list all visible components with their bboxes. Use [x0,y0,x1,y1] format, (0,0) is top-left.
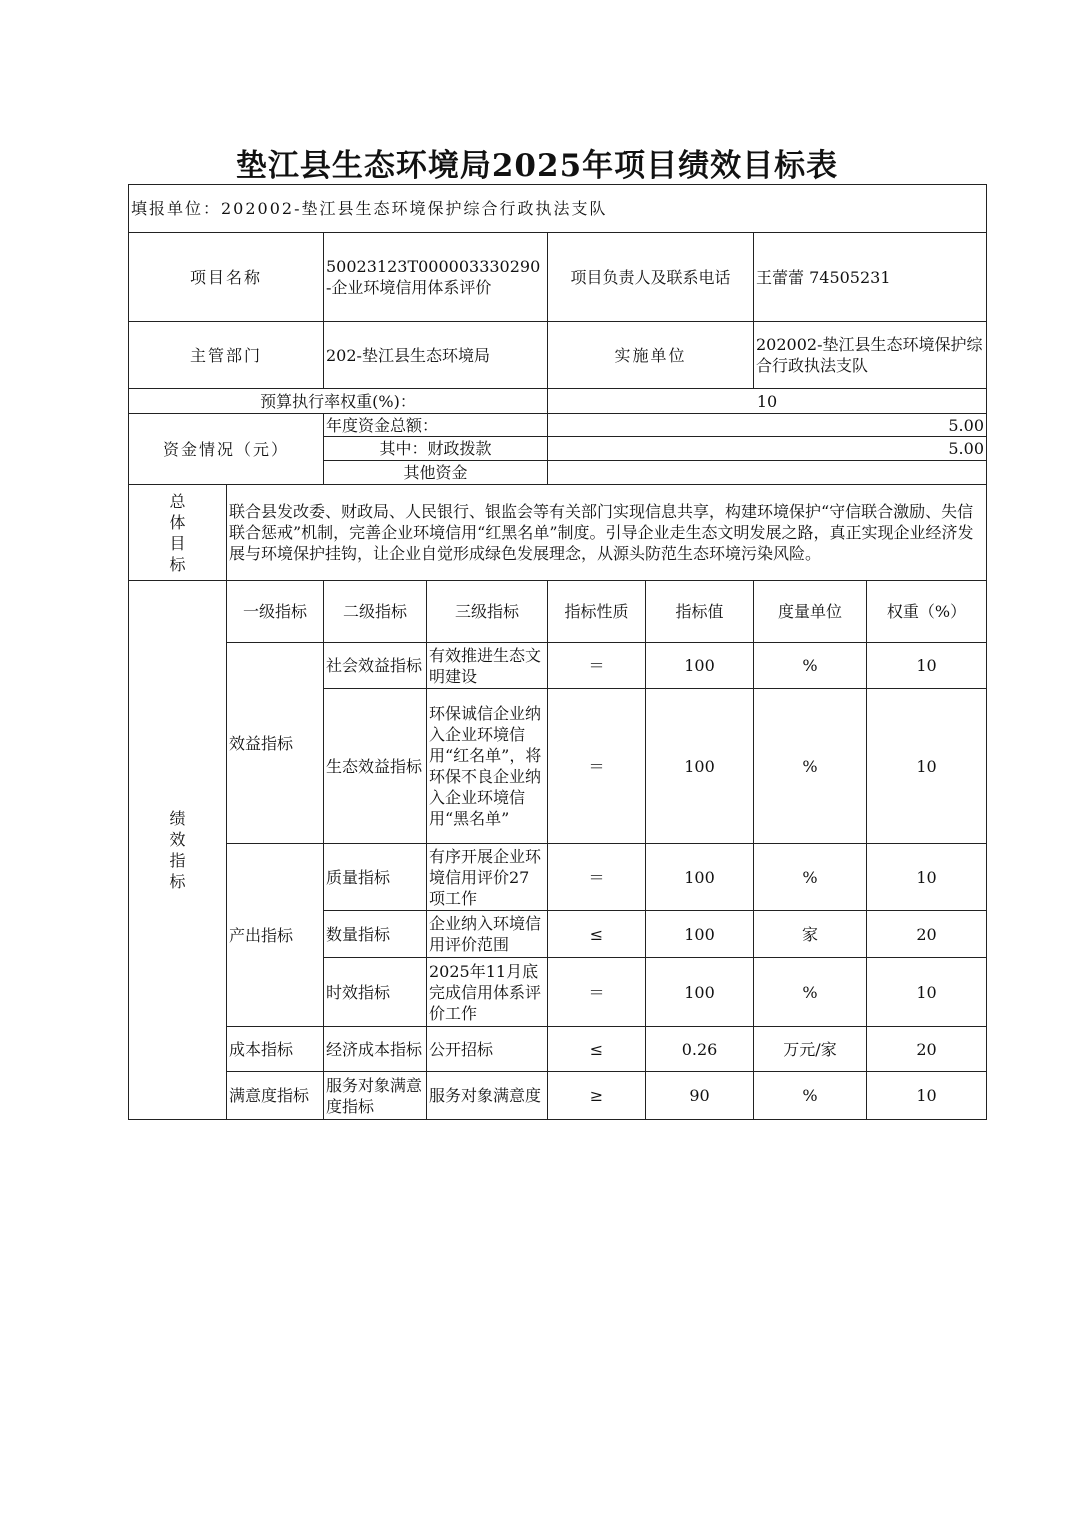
nature-cell: ＝ [548,844,646,911]
fiscal-funds-label: 其中：财政拨款 [324,437,548,461]
table-row [129,844,987,911]
overall-goal-text: 联合县发改委、财政局、人民银行、银监会等有关部门实现信息共享，构建环境保护“守信联合激励、失信联合惩戒”机制，完善企业环境信用“红黑名单”制度。引导企业走生态文明发展之路，真正实现企业经济发展与环境保护挂钩，让企业自觉形成绿色发展理念，从源头防范生态环境污染风险。 [227,485,987,581]
unit-cell: % [754,643,867,689]
level1-satisfaction: 满意度指标 [227,1072,324,1120]
header-level3: 三级指标 [427,581,548,643]
unit-cell: % [754,844,867,911]
weight-cell: 20 [867,1027,987,1072]
weight-cell: 10 [867,958,987,1027]
value-cell: 100 [646,844,754,911]
nature-cell: ＝ [548,958,646,1027]
table-row [129,1072,987,1120]
level2-cell: 社会效益指标 [324,643,427,689]
nature-cell: ≥ [548,1072,646,1120]
header-level1: 一级指标 [227,581,324,643]
dept-value: 202-垫江县生态环境局 [324,322,548,389]
value-cell: 100 [646,643,754,689]
table-row [129,643,987,689]
other-funds-value [548,461,987,485]
level3-cell: 有效推进生态文明建设 [427,643,548,689]
budget-rate-label: 预算执行率权重(%)： [129,389,548,414]
unit-cell: 家 [754,911,867,958]
level3-cell: 有序开展企业环境信用评价27项工作 [427,844,548,911]
performance-form-table [128,184,987,1120]
page-title: 垫江县生态环境局2025年项目绩效目标表 [235,148,839,184]
value-cell: 100 [646,689,754,844]
level2-cell: 生态效益指标 [324,689,427,844]
project-name-value: 50023123T000003330290-企业环境信用体系评价 [324,233,548,322]
weight-cell: 10 [867,844,987,911]
impl-unit-label: 实施单位 [548,322,754,389]
table-row [129,1027,987,1072]
level3-cell: 公开招标 [427,1027,548,1072]
unit-cell: 万元/家 [754,1027,867,1072]
header-value: 指标值 [646,581,754,643]
project-name-label: 项目名称 [129,233,324,322]
annual-funds-label: 年度资金总额： [324,414,548,437]
nature-cell: ＝ [548,643,646,689]
unit-cell: % [754,1072,867,1120]
weight-cell: 20 [867,911,987,958]
value-cell: 90 [646,1072,754,1120]
level3-cell: 2025年11月底完成信用体系评价工作 [427,958,548,1027]
weight-cell: 10 [867,643,987,689]
weight-cell: 10 [867,1072,987,1120]
level1-output: 产出指标 [227,844,324,1027]
dept-label: 主管部门 [129,322,324,389]
other-funds-label: 其他资金 [324,461,548,485]
level2-cell: 数量指标 [324,911,427,958]
header-level2: 二级指标 [324,581,427,643]
level2-cell: 经济成本指标 [324,1027,427,1072]
unit-cell: % [754,958,867,1027]
level2-cell: 时效指标 [324,958,427,1027]
impl-unit-value: 202002-垫江县生态环境保护综合行政执法支队 [754,322,987,389]
header-nature: 指标性质 [548,581,646,643]
unit-cell: % [754,689,867,844]
level2-cell: 服务对象满意度指标 [324,1072,427,1120]
level3-cell: 企业纳入环境信用评价范围 [427,911,548,958]
value-cell: 100 [646,911,754,958]
funds-label: 资金情况（元） [129,414,324,485]
header-weight: 权重（%） [867,581,987,643]
overall-goal-label: 总 体 目 标 [129,485,227,581]
budget-rate-value: 10 [548,389,987,414]
level3-cell: 服务对象满意度 [427,1072,548,1120]
value-cell: 0.26 [646,1027,754,1072]
performance-indicators-label: 绩 效 指 标 [129,581,227,1120]
nature-cell: ＝ [548,689,646,844]
project-owner-value: 王蕾蕾 74505231 [754,233,987,322]
level2-cell: 质量指标 [324,844,427,911]
header-unit: 度量单位 [754,581,867,643]
weight-cell: 10 [867,689,987,844]
level1-benefit: 效益指标 [227,643,324,844]
nature-cell: ≤ [548,911,646,958]
level3-cell: 环保诚信企业纳入企业环境信用“红名单”，将环保不良企业纳入企业环境信用“黑名单” [427,689,548,844]
project-owner-label: 项目负责人及联系电话 [548,233,754,322]
annual-funds-value: 5.00 [548,414,987,437]
value-cell: 100 [646,958,754,1027]
level1-cost: 成本指标 [227,1027,324,1072]
fiscal-funds-value: 5.00 [548,437,987,461]
nature-cell: ≤ [548,1027,646,1072]
filler-unit: 填报单位：202002-垫江县生态环境保护综合行政执法支队 [129,185,987,233]
